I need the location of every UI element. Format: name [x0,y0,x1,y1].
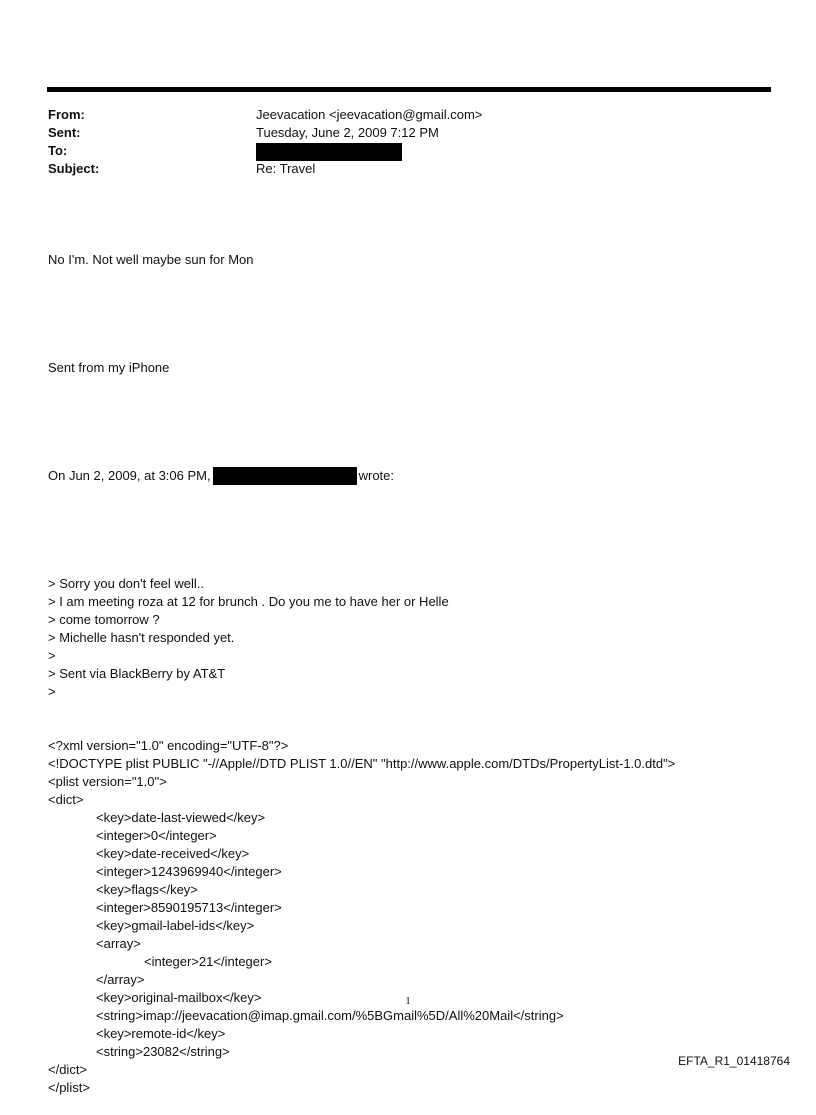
wrote-suffix: wrote: [358,468,395,483]
to-row [48,142,748,160]
redaction-box [213,467,357,485]
plist-line: <?xml version="1.0" encoding="UTF-8"?> [48,738,289,753]
plist-line: <key>original-mailbox</key> [96,990,262,1005]
plist-line: <integer>1243969940</integer> [96,864,282,879]
plist-line: <string>23082</string> [96,1044,230,1059]
subject-label: Subject: [48,161,100,176]
subject-row [48,160,748,178]
quoted-line: > Sent via BlackBerry by AT&T [48,666,226,681]
subject-value: Re: Travel [256,161,316,176]
reply-line: No I'm. Not well maybe sun for Mon [48,252,254,267]
sent-label: Sent: [48,125,81,140]
wrote-line [48,467,788,485]
to-label: To: [48,143,68,158]
plist-block [48,737,788,1097]
email-body [48,215,788,1115]
plist-line: <key>date-last-viewed</key> [96,810,266,825]
plist-line: <integer>0</integer> [96,828,217,843]
plist-line: <dict> [48,792,84,807]
from-value: Jeevacation <jeevacation@gmail.com> [256,107,483,122]
page-number: 1 [405,995,411,1007]
header-divider [47,87,771,92]
quoted-line: > [48,648,56,663]
quoted-message [48,575,788,701]
wrote-prefix: On Jun 2, 2009, at 3:06 PM, [48,468,211,483]
email-header [48,106,748,178]
quoted-line: > [48,684,56,699]
sent-row [48,124,748,142]
from-label: From: [48,107,85,122]
to-value [256,142,402,161]
quoted-line: > Sorry you don't feel well.. [48,576,205,591]
redaction-box [256,143,402,161]
quoted-line: > come tomorrow ? [48,612,160,627]
plist-line: <key>gmail-label-ids</key> [96,918,255,933]
plist-line: <array> [96,936,141,951]
plist-line: <string>imap://jeevacation@imap.gmail.com/%5BGmail%5D/All%20Mail</string> [96,1008,564,1023]
plist-line: <integer>8590195713</integer> [96,900,282,915]
plist-line: <key>date-received</key> [96,846,250,861]
plist-line: <integer>21</integer> [144,954,272,969]
plist-line: <key>flags</key> [96,882,198,897]
signature-line: Sent from my iPhone [48,360,170,375]
from-row [48,106,748,124]
plist-line: </dict> [48,1062,88,1077]
quoted-line: > Michelle hasn't responded yet. [48,630,235,645]
plist-line: </plist> [48,1080,90,1095]
sent-value: Tuesday, June 2, 2009 7:12 PM [256,125,439,140]
plist-line: <!DOCTYPE plist PUBLIC "-//Apple//DTD PLIST 1.0//EN" "http://www.apple.com/DTDs/PropertyList-1.0.dtd"> [48,756,676,771]
plist-line: <key>remote-id</key> [96,1026,226,1041]
plist-line: </array> [96,972,145,987]
plist-line: <plist version="1.0"> [48,774,167,789]
quoted-line: > I am meeting roza at 12 for brunch . Do you me to have her or Helle [48,594,449,609]
bates-number: EFTA_R1_01418764 [678,1054,790,1068]
